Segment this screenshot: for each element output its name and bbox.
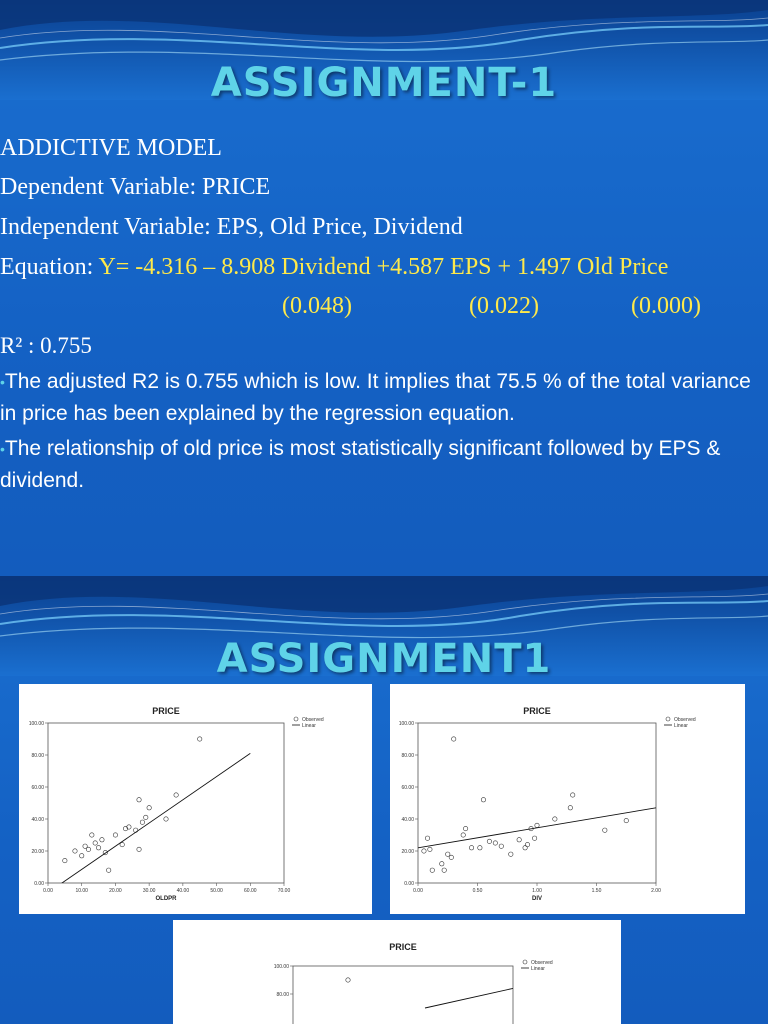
y-tick-label: 0.00 (404, 881, 414, 887)
slide-title: ASSIGNMENT-1 (210, 60, 558, 106)
chart-div (390, 684, 745, 914)
equation-text: Y= -4.316 – 8.908 Dividend +4.587 EPS + 1.497 Old Price (98, 254, 669, 280)
pvalue-oldprice: (0.000) (631, 293, 701, 319)
y-tick-label: 80.00 (401, 753, 414, 759)
y-tick-label: 40.00 (401, 817, 414, 823)
plot-area (418, 723, 656, 883)
x-tick-label: 30.00 (142, 888, 156, 894)
chart-oldpr (19, 684, 372, 914)
legend-linear-label: Linear (674, 723, 688, 729)
bullet-1 (0, 366, 768, 429)
independent-variable: Independent Variable: EPS, Old Price, Dividend (0, 214, 463, 240)
chart-title: PRICE (152, 706, 180, 716)
legend-observed-marker (523, 960, 527, 964)
y-tick-label: 20.00 (401, 849, 414, 855)
pvalue-dividend: (0.048) (282, 293, 352, 319)
r-squared: R² : 0.755 (0, 333, 92, 358)
legend-observed-label: Observed (531, 960, 553, 966)
slide-2 (0, 576, 768, 1024)
x-tick-label: 0.00 (413, 888, 423, 894)
y-tick-label: 60.00 (401, 785, 414, 791)
chart-title: PRICE (523, 706, 551, 716)
equation-label: Equation: (0, 254, 99, 280)
plot-area (48, 723, 284, 883)
x-tick-label: 2.00 (651, 888, 661, 894)
bullet-glyph: • (0, 440, 5, 457)
x-axis-label: OLDPR (155, 896, 177, 902)
legend-observed-label: Observed (302, 717, 324, 723)
x-tick-label: 0.00 (43, 888, 53, 894)
y-tick-label: 60.00 (31, 785, 44, 791)
y-tick-label: 100.00 (28, 721, 44, 727)
x-tick-label: 10.00 (75, 888, 88, 894)
plot-area (293, 966, 513, 1024)
x-axis-label: DIV (531, 896, 543, 902)
x-tick-label: 1.00 (532, 888, 542, 894)
scatter-plot-oldpr (19, 684, 372, 914)
legend-linear-label: Linear (531, 966, 545, 972)
x-tick-label: 0.50 (472, 888, 483, 894)
chart-third (173, 920, 621, 1024)
legend-linear-label: Linear (302, 723, 316, 729)
bullet-1-text: The adjusted R2 is 0.755 which is low. It implies that 75.5 % of the total variance in price has been explained by the regression equation. (0, 370, 751, 425)
scatter-plot-div (390, 684, 745, 914)
equation-line (0, 254, 668, 281)
y-tick-label: 40.00 (31, 817, 44, 823)
y-tick-label: 100.00 (273, 964, 289, 970)
x-tick-label: 20.00 (109, 888, 122, 894)
bullet-glyph: • (0, 373, 5, 390)
scatter-plot-third (173, 920, 621, 1024)
y-tick-label: 100.00 (398, 721, 414, 727)
legend-observed-marker (294, 717, 298, 721)
model-heading: ADDICTIVE MODEL (0, 135, 222, 161)
x-tick-label: 1.50 (591, 888, 602, 894)
bullet-2 (0, 433, 768, 496)
y-tick-label: 20.00 (31, 849, 44, 855)
bullet-2-text: The relationship of old price is most statistically significant followed by EPS & dividend. (0, 437, 721, 492)
x-tick-label: 70.00 (277, 888, 291, 894)
dependent-variable: Dependent Variable: PRICE (0, 174, 271, 200)
x-tick-label: 60.00 (244, 888, 257, 894)
legend-observed-marker (666, 717, 670, 721)
y-tick-label: 0.00 (34, 881, 44, 887)
y-tick-label: 80.00 (31, 753, 44, 759)
y-tick-label: 80.00 (276, 992, 289, 998)
chart-title: PRICE (389, 942, 417, 952)
x-tick-label: 40.00 (176, 888, 190, 894)
legend-observed-label: Observed (674, 717, 696, 723)
pvalue-eps: (0.022) (469, 293, 539, 319)
x-tick-label: 50.00 (210, 888, 223, 894)
slide-title: ASSIGNMENT1 (216, 636, 552, 682)
